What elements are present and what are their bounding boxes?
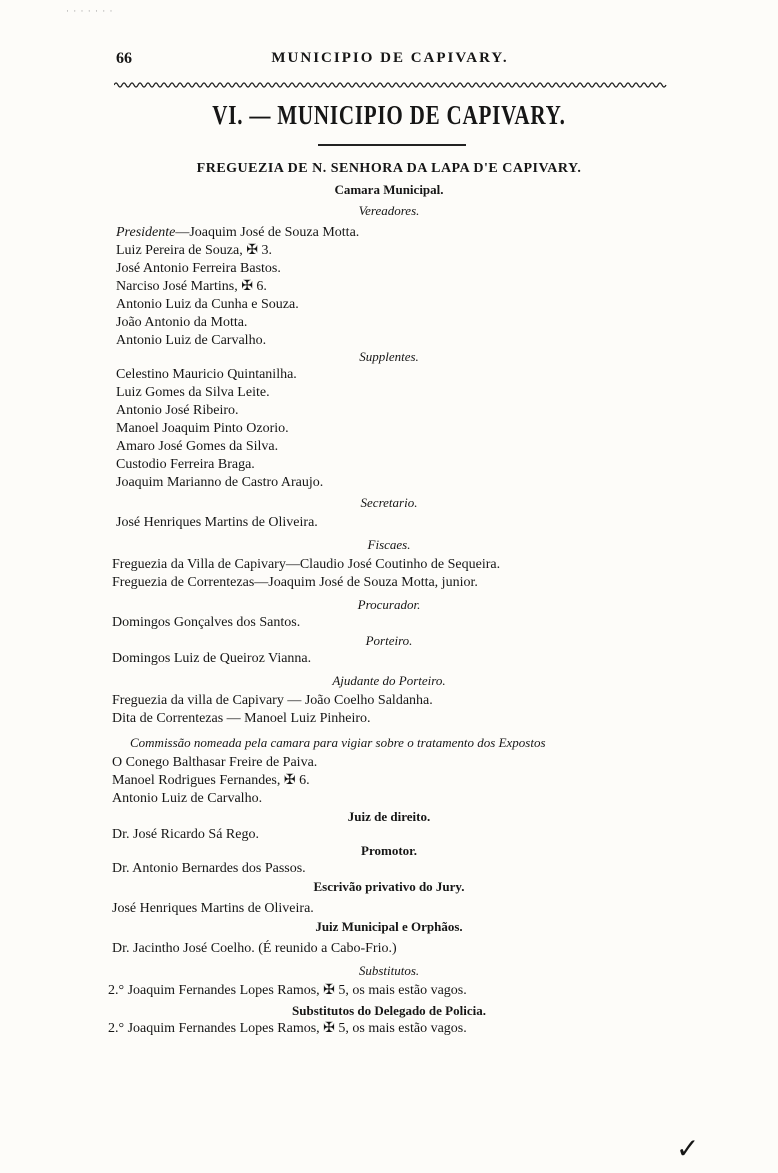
juiz-direito-line: Dr. José Ricardo Sá Rego.: [112, 827, 259, 842]
supplente-line: Amaro José Gomes da Silva.: [116, 439, 279, 454]
juiz-municipal-line: Dr. Jacintho José Coelho. (É reunido a Cabo-Frio.): [112, 941, 397, 956]
commissao-line: Antonio Luiz de Carvalho.: [112, 791, 263, 806]
substitutos-line: 2.° Joaquim Fernandes Lopes Ramos, ✠ 5, os mais estão vagos.: [108, 983, 467, 998]
fiscaes-heading: Fiscaes.: [367, 537, 411, 552]
section-title: VI. — MUNICIPIO DE CAPIVARY.: [212, 100, 566, 130]
procurador-line: Domingos Gonçalves dos Santos.: [112, 615, 301, 630]
secretario-line: José Henriques Martins de Oliveira.: [116, 515, 318, 530]
escrivao-heading: Escrivão privativo do Jury.: [313, 879, 465, 894]
commissao-line: O Conego Balthasar Freire de Paiva.: [112, 755, 318, 770]
ajudante-heading: Ajudante do Porteiro.: [332, 673, 446, 688]
vereadores-heading: Vereadores.: [358, 203, 420, 218]
ajudante-line: Dita de Correntezas — Manoel Luiz Pinheiro.: [112, 711, 371, 726]
supplente-line: Manoel Joaquim Pinto Ozorio.: [116, 421, 289, 436]
binding-mark: ✓: [676, 1134, 700, 1165]
fiscal-line: Freguezia de Correntezas—Joaquim José de Souza Motta, junior.: [112, 575, 478, 590]
procurador-heading: Procurador.: [357, 597, 421, 612]
running-header: [112, 50, 668, 72]
vereador-line: Antonio Luiz de Carvalho.: [116, 333, 267, 348]
porteiro-heading: Porteiro.: [365, 633, 413, 648]
print-speckle: · · · · · · ·: [66, 6, 114, 16]
supplentes-heading: Supplentes.: [359, 349, 419, 364]
supplente-line: Antonio José Ribeiro.: [116, 403, 239, 418]
vereador-line: João Antonio da Motta.: [116, 315, 248, 330]
juiz-direito-heading: Juiz de direito.: [347, 809, 431, 824]
ajudante-line: Freguezia da villa de Capivary — João Coelho Saldanha.: [112, 693, 433, 708]
porteiro-line: Domingos Luiz de Queiroz Vianna.: [112, 651, 312, 666]
vereador-line: Antonio Luiz da Cunha e Souza.: [116, 297, 299, 312]
vereador-line: Narciso José Martins, ✠ 6.: [116, 279, 267, 294]
promotor-heading: Promotor.: [361, 843, 417, 858]
president-label: Presidente: [116, 225, 176, 240]
escrivao-line: José Henriques Martins de Oliveira.: [112, 901, 314, 916]
vereador-line: José Antonio Ferreira Bastos.: [116, 261, 281, 276]
wavy-rule: [114, 80, 668, 90]
subst-delegado-heading: Substitutos do Delegado de Policia.: [292, 1003, 486, 1018]
juiz-municipal-heading: Juiz Municipal e Orphãos.: [315, 919, 463, 934]
camara-heading: Camara Municipal.: [334, 182, 444, 197]
subst-delegado-line: 2.° Joaquim Fernandes Lopes Ramos, ✠ 5, os mais estão vagos.: [108, 1021, 467, 1036]
running-title: MUNICIPIO DE CAPIVARY.: [271, 50, 509, 66]
president-line: [116, 224, 359, 242]
commissao-heading: Commissão nomeada pela camara para vigiar sobre o tratamento dos Expostos: [130, 735, 546, 750]
promotor-line: Dr. Antonio Bernardes dos Passos.: [112, 861, 306, 876]
commissao-line: Manoel Rodrigues Fernandes, ✠ 6.: [112, 773, 310, 788]
parish-heading: FREGUEZIA DE N. SENHORA DA LAPA D'E CAPIVARY.: [196, 161, 582, 176]
substitutos-heading: Substitutos.: [358, 963, 420, 978]
title-underline: [318, 144, 466, 146]
vereador-line: Luiz Pereira de Souza, ✠ 3.: [116, 243, 272, 258]
supplente-line: Joaquim Marianno de Castro Araujo.: [116, 475, 324, 490]
secretario-heading: Secretario.: [360, 495, 418, 510]
supplente-line: Celestino Mauricio Quintanilha.: [116, 367, 297, 382]
page-number: 66: [116, 50, 132, 67]
president-name: —Joaquim José de Souza Motta.: [175, 225, 360, 240]
fiscal-line: Freguezia da Villa de Capivary—Claudio José Coutinho de Sequeira.: [112, 557, 501, 572]
supplente-line: Luiz Gomes da Silva Leite.: [116, 385, 270, 400]
supplente-line: Custodio Ferreira Braga.: [116, 457, 255, 472]
